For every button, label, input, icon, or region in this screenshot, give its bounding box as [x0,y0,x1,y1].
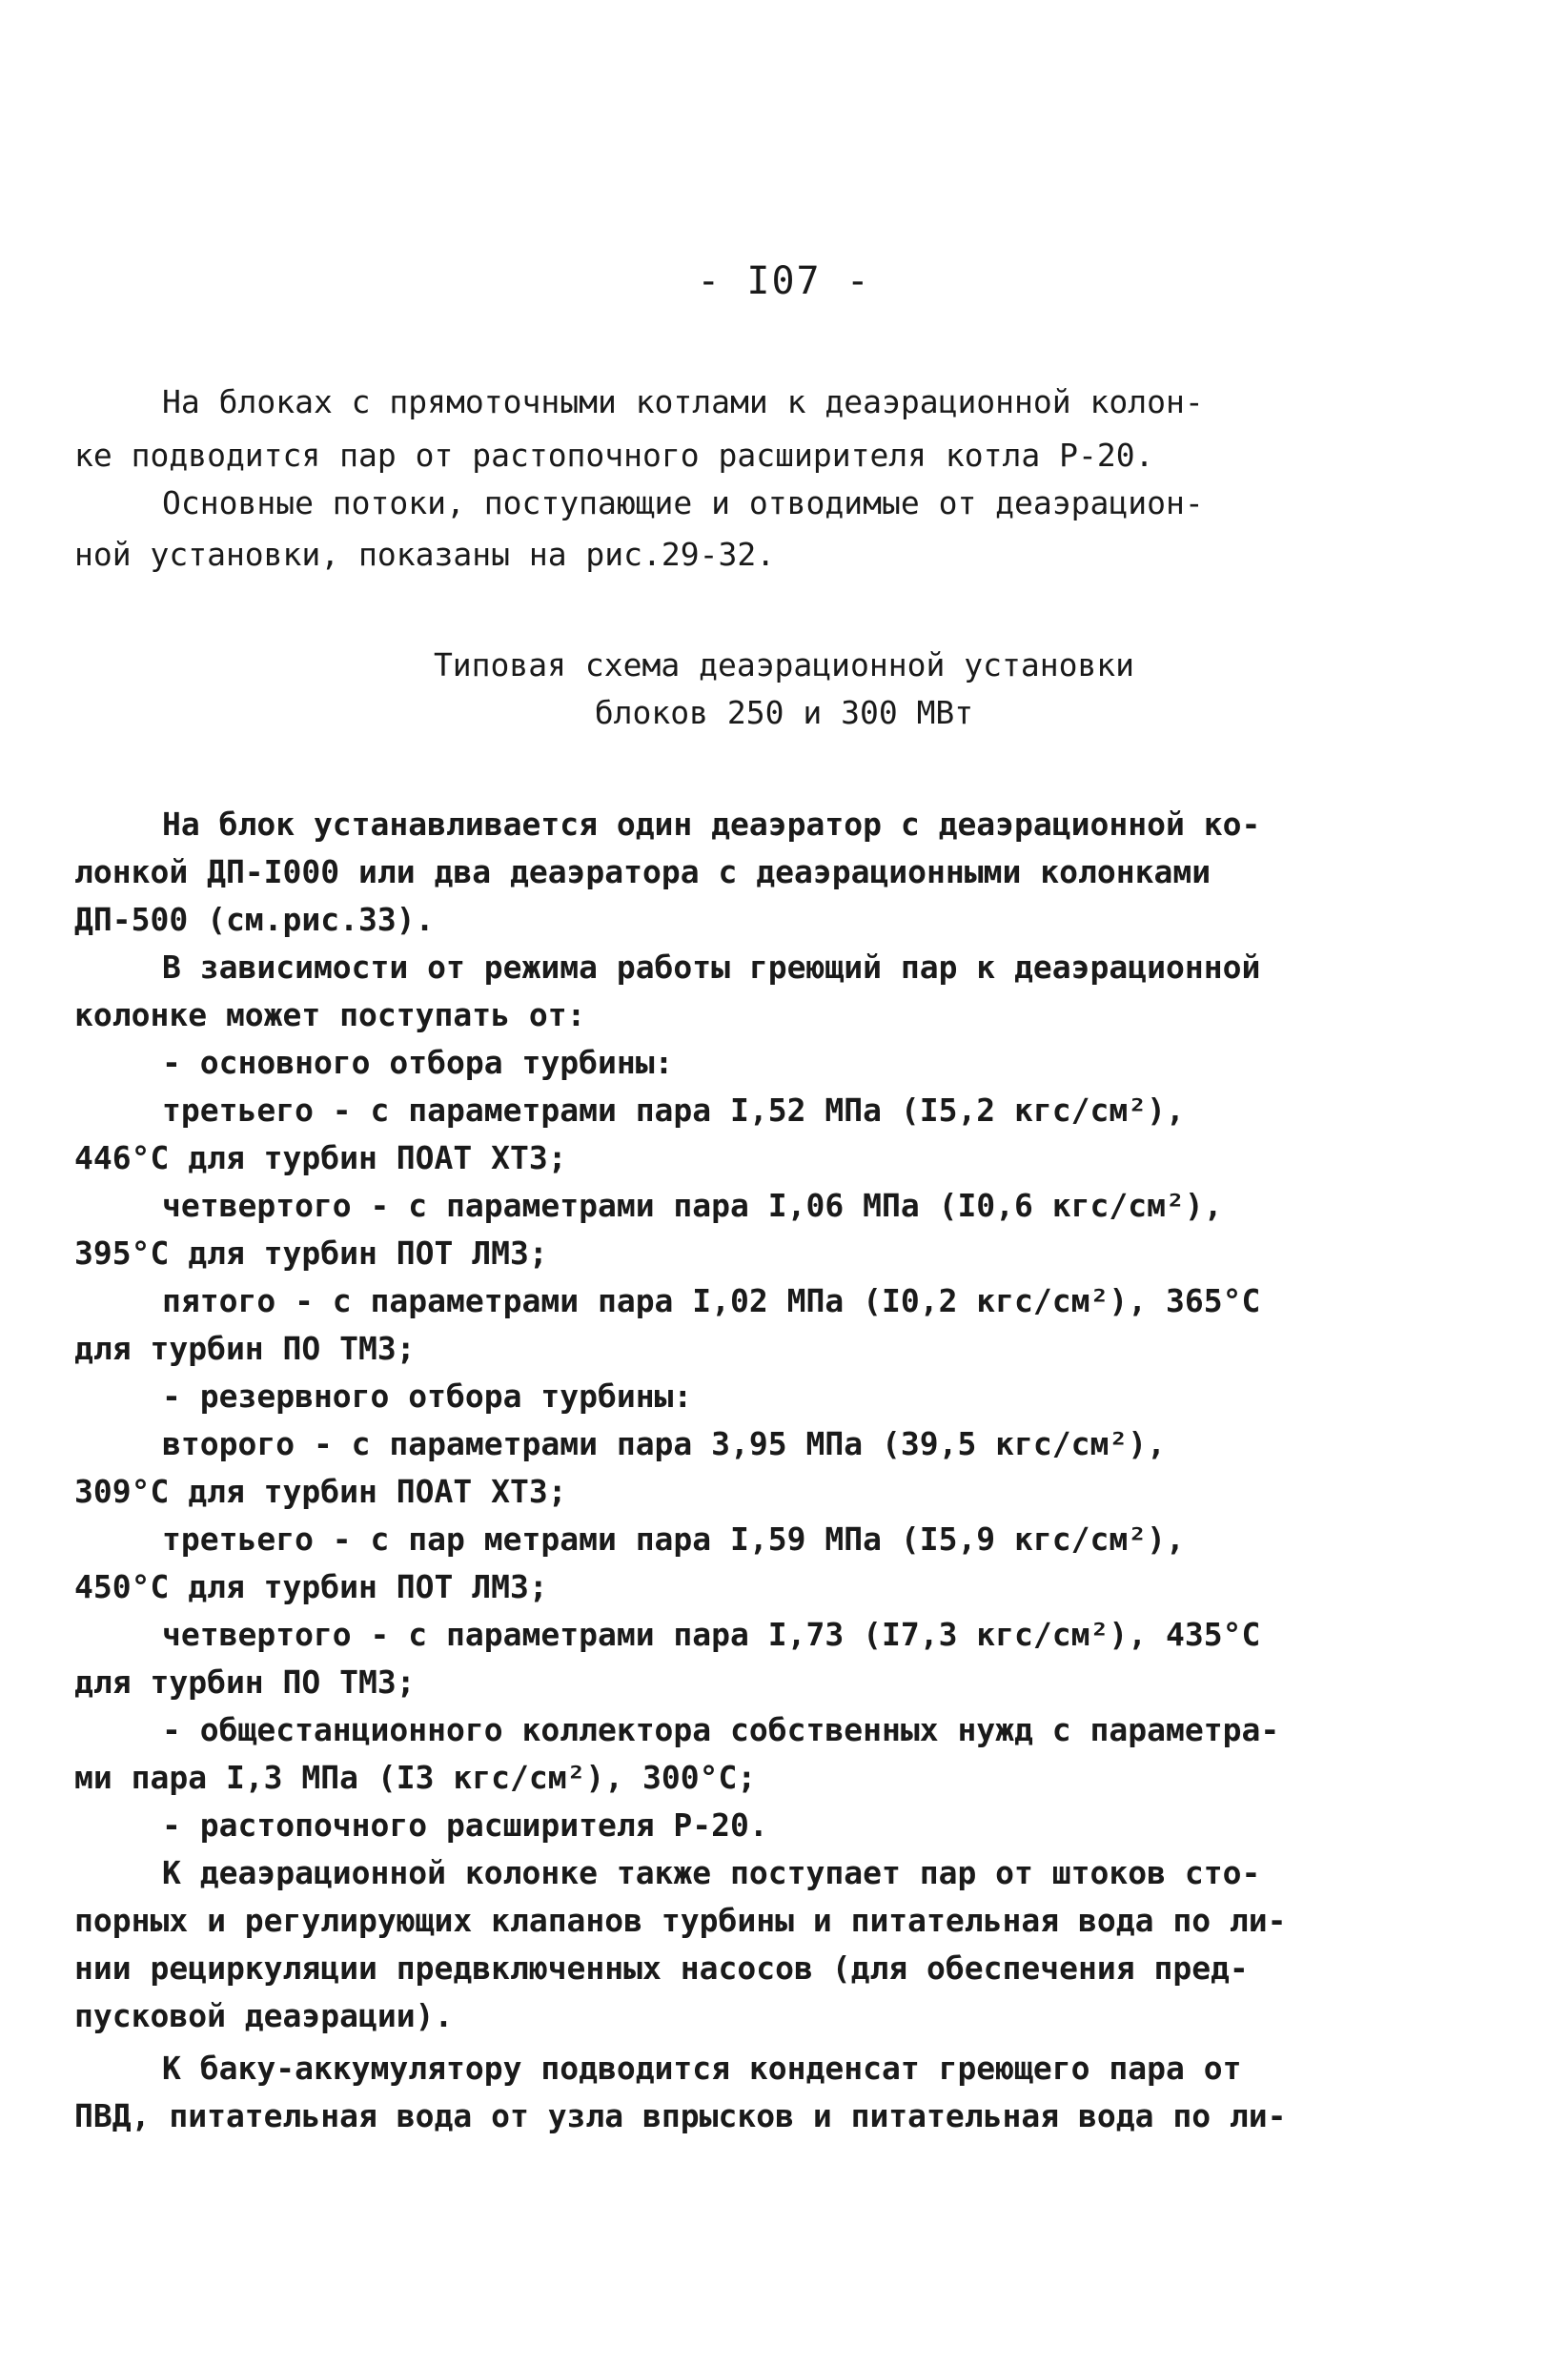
page-number: - I07 - [697,259,871,303]
text-line: 450°С для турбин ПОТ ЛМЗ; [74,1568,548,1605]
text-line: четвертого - с параметрами пара I,73 (I7,3 кгс/см²), 435°С [162,1616,1261,1653]
text-line: ке подводится пар от растопочного расширителя котла Р-20. [74,437,1154,474]
text-line: пусковой деаэрации). [74,1997,454,2034]
text-line: 395°С для турбин ПОТ ЛМЗ; [74,1235,548,1272]
text-line: для турбин ПО ТМЗ; [74,1663,416,1701]
text-line: порных и регулирующих клапанов турбины и питательная вода по ли- [74,1902,1287,1939]
text-line: - растопочного расширителя Р-20. [162,1806,768,1844]
text-line: В зависимости от режима работы греющий пар к деаэрационной [162,949,1261,986]
text-line: К деаэрационной колонке также поступает пар от штоков сто- [162,1854,1261,1891]
text-line: четвертого - с параметрами пара I,06 МПа (I0,6 кгс/см²), [162,1187,1223,1224]
text-line: колонке может поступать от: [74,996,586,1033]
text-line: ми пара I,3 МПа (I3 кгс/см²), 300°С; [74,1759,757,1796]
text-line: лонкой ДП-I000 или два деаэратора с деаэрационными колонками [74,853,1212,890]
text-line: - резервного отбора турбины: [162,1377,693,1415]
text-line: На блоках с прямоточными котлами к деаэрационной колон- [162,383,1204,420]
text-line: Основные потоки, поступающие и отводимые от деаэрацион- [162,484,1204,521]
text-line: 309°С для турбин ПОАТ ХТЗ; [74,1473,567,1510]
text-line: пятого - с параметрами пара I,02 МПа (I0,2 кгс/см²), 365°С [162,1282,1261,1319]
text-line: 446°С для турбин ПОАТ ХТЗ; [74,1139,567,1176]
text-line: нии рециркуляции предвключенных насосов (для обеспечения пред- [74,1949,1249,1987]
text-line: второго - с параметрами пара 3,95 МПа (39,5 кгс/см²), [162,1425,1166,1462]
section-heading-line-2: блоков 250 и 300 МВт [594,694,974,731]
text-line: На блок устанавливается один деаэратор с деаэрационной ко- [162,806,1261,843]
text-line: ной установки, показаны на рис.29-32. [74,536,776,573]
section-heading-line-1: Типовая схема деаэрационной установки [433,646,1135,684]
text-line: третьего - с пар метрами пара I,59 МПа (I5,9 кгс/см²), [162,1520,1185,1558]
text-line: К баку-аккумулятору подводится конденсат греющего пара от [162,2050,1242,2087]
text-line: - основного отбора турбины: [162,1044,674,1081]
text-line: ДП-500 (см.рис.33). [74,901,435,938]
text-line: третьего - с параметрами пара I,52 МПа (I5,2 кгс/см²), [162,1092,1185,1129]
text-line: ПВД, питательная вода от узла впрысков и питательная вода по ли- [74,2097,1287,2134]
text-line: для турбин ПО ТМЗ; [74,1330,416,1367]
text-line: - общестанционного коллектора собственных нужд с параметра- [162,1711,1280,1748]
